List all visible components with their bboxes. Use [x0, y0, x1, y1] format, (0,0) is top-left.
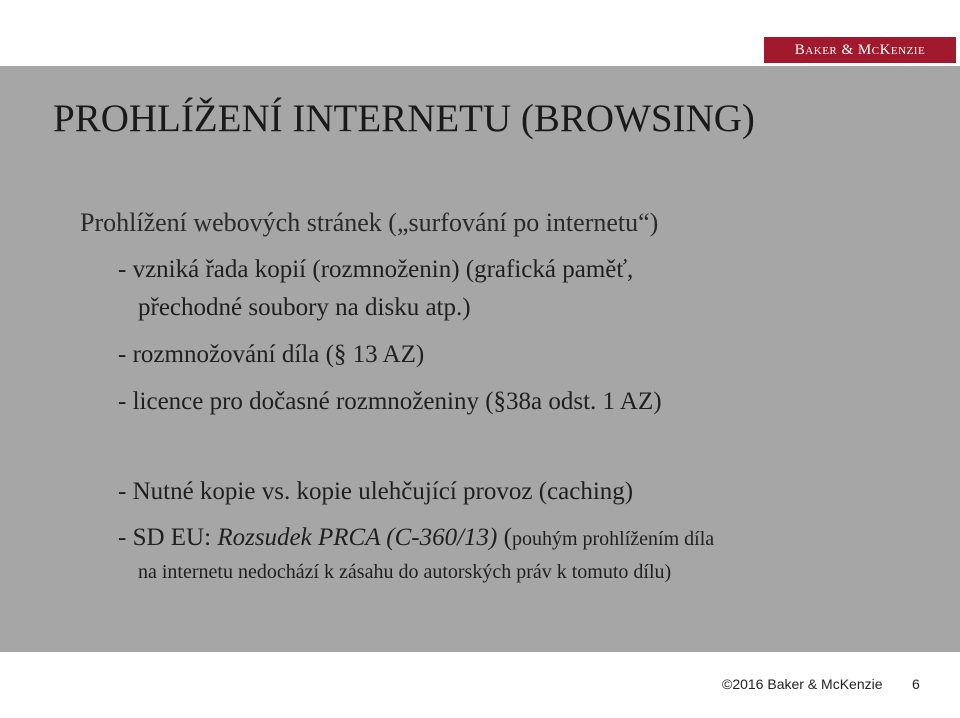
- sd-eu-citation: Rozsudek PRCA (C-360/13): [217, 524, 504, 551]
- intro-line: Prohlížení webových stránek („surfování po internetu“): [80, 208, 659, 237]
- logo-text: Baker & McKenzie: [794, 41, 926, 58]
- sd-eu-paren: (: [503, 524, 512, 551]
- sd-eu-note: pouhým prohlížením díla: [511, 528, 715, 550]
- bullet-copies-line1: - vzniká řada kopií (rozmnoženin) (grafická paměť,: [118, 256, 634, 283]
- footer-copyright: ©2016 Baker & McKenzie: [722, 676, 883, 692]
- bullet-copies-line2: přechodné soubory na disku atp.): [138, 294, 471, 321]
- bullet-caching: - Nutné kopie vs. kopie ulehčující provoz (caching): [118, 478, 634, 505]
- slide-title: PROHLÍŽENÍ INTERNETU (BROWSING): [53, 97, 755, 140]
- baker-mckenzie-logo: [764, 37, 956, 63]
- bullet-sd-eu-line2: na internetu nedochází k zásahu do autorských práv k tomuto dílu): [138, 561, 672, 583]
- page-number: 6: [912, 676, 920, 692]
- bullet-sd-eu: [118, 524, 714, 552]
- bullet-reproduction: - rozmnožování díla (§ 13 AZ): [118, 341, 425, 368]
- bullet-license: - licence pro dočasné rozmnoženiny (§38a odst. 1 AZ): [118, 388, 662, 415]
- sd-eu-prefix: - SD EU:: [118, 524, 218, 551]
